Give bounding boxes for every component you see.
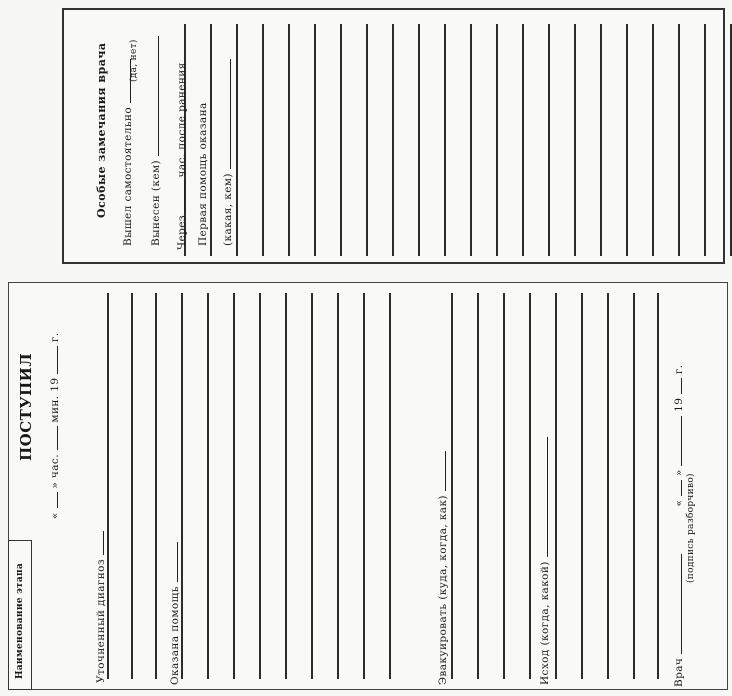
arrival-minute-field[interactable] — [49, 426, 58, 450]
ruled-line — [210, 24, 212, 256]
ruled-line — [652, 24, 654, 256]
ruled-line — [337, 293, 339, 679]
ruled-line — [288, 24, 290, 256]
aid-given-line — [169, 542, 181, 685]
ruled-line — [678, 24, 680, 256]
ruled-line — [233, 293, 235, 679]
arrival-year-field[interactable] — [49, 346, 58, 374]
date-suffix: г. — [673, 364, 685, 375]
hours-after-field[interactable] — [176, 181, 185, 211]
arrived-heading: ПОСТУПИЛ — [17, 352, 35, 461]
arrival-time-line — [49, 332, 61, 519]
date-quote-close: » — [673, 469, 685, 477]
hours-after-suffix: час. после ранения — [176, 62, 188, 178]
ruled-line — [600, 24, 602, 256]
diagnosis-label: Уточненный диагноз — [95, 558, 107, 683]
first-aid-field[interactable] — [222, 59, 231, 169]
ruled-line — [477, 293, 479, 679]
ruled-line — [730, 24, 732, 256]
evacuate-line — [437, 451, 449, 685]
ruled-line — [548, 24, 550, 256]
top-card-section — [62, 8, 725, 264]
doctor-label: Врач — [673, 657, 685, 687]
evacuate-label: Эвакуировать (куда, когда, как) — [437, 495, 449, 685]
ruled-line — [626, 24, 628, 256]
first-aid-hint: (какая, кем) — [222, 173, 234, 246]
first-aid-label: Первая помощь оказана — [197, 102, 209, 246]
date-month-field[interactable] — [673, 416, 682, 466]
ruled-line — [529, 293, 531, 679]
diagnosis-field[interactable] — [95, 531, 104, 555]
ruled-line — [392, 24, 394, 256]
doctor-notes-heading: Особые замечания врача — [95, 42, 108, 218]
walked-out-hint: (да, нет) — [129, 39, 139, 82]
date-year-field[interactable] — [673, 378, 682, 394]
ruled-line — [633, 293, 635, 679]
bottom-card-section — [8, 282, 728, 690]
ruled-line — [207, 293, 209, 679]
ruled-line — [311, 293, 313, 679]
ruled-line — [340, 24, 342, 256]
ruled-line — [285, 293, 287, 679]
ruled-line — [262, 24, 264, 256]
carried-out-line — [150, 36, 162, 246]
ruled-line — [581, 293, 583, 679]
hours-after-prefix: Через — [176, 215, 188, 250]
ruled-line — [363, 293, 365, 679]
signature-hint: (подпись разборчиво) — [686, 473, 696, 583]
outcome-label: Исход (когда, какой) — [539, 561, 551, 685]
aid-given-field[interactable] — [169, 542, 178, 582]
diagnosis-line — [95, 531, 107, 683]
date-year-label: 19 — [673, 397, 685, 412]
ruled-line — [236, 24, 238, 256]
evacuate-field[interactable] — [437, 451, 446, 491]
arrival-quote-open: « — [49, 512, 61, 519]
ruled-line — [155, 293, 157, 679]
hours-after-wound-line — [176, 62, 188, 250]
ruled-line — [451, 293, 453, 679]
arrival-minute-label: мин. 19 — [49, 377, 61, 423]
outcome-field[interactable] — [539, 437, 548, 557]
arrival-hour-label: час. — [49, 454, 61, 479]
ruled-line — [704, 24, 706, 256]
ruled-line — [389, 293, 391, 679]
stage-name-label: Наименование этапа — [15, 562, 25, 679]
first-aid-hint-line — [222, 59, 234, 246]
arrival-day-field[interactable] — [49, 492, 58, 508]
arrival-year-suffix: г. — [49, 332, 61, 343]
doctor-signature-field[interactable] — [673, 554, 682, 654]
ruled-line — [657, 293, 659, 679]
stage-name-box[interactable] — [8, 540, 32, 690]
walked-out-label: Вышел самостоятельно — [122, 106, 134, 246]
ruled-line — [470, 24, 472, 256]
ruled-line — [366, 24, 368, 256]
ruled-line — [503, 293, 505, 679]
ruled-line — [496, 24, 498, 256]
ruled-line — [444, 24, 446, 256]
ruled-line — [607, 293, 609, 679]
outcome-line — [539, 437, 551, 685]
doctor-signature-line — [673, 365, 685, 687]
ruled-line — [181, 293, 183, 679]
ruled-line — [314, 24, 316, 256]
arrival-quote-close: » — [49, 481, 61, 489]
ruled-line — [107, 293, 109, 679]
aid-given-label: Оказана помощь — [169, 586, 181, 685]
ruled-line — [522, 24, 524, 256]
walked-out-line — [122, 59, 134, 246]
ruled-line — [418, 24, 420, 256]
ruled-line — [259, 293, 261, 679]
ruled-line — [555, 293, 557, 679]
carried-out-label: Вынесен (кем) — [150, 159, 162, 246]
date-day-field[interactable] — [673, 480, 682, 496]
ruled-line — [131, 293, 133, 679]
ruled-line — [574, 24, 576, 256]
carried-out-field[interactable] — [150, 36, 159, 156]
date-quote-open: « — [673, 499, 685, 507]
